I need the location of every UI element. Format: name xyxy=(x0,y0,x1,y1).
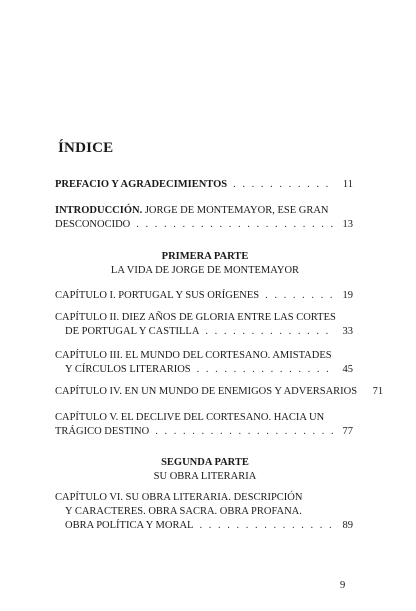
page-title: ÍNDICE xyxy=(58,140,114,156)
leader-dots xyxy=(136,218,333,232)
toc-entry-capitulo-4[interactable] xyxy=(55,385,384,399)
toc-entry-label: PREFACIO Y AGRADECIMIENTOS xyxy=(55,179,228,190)
toc-page-number: 77 xyxy=(342,426,353,437)
toc-entry-label-bold: INTRODUCCIÓN. xyxy=(55,205,143,216)
toc-entry-label: CAPÍTULO I. PORTUGAL Y SUS ORÍGENES xyxy=(55,290,260,301)
toc-entry-capitulo-1[interactable] xyxy=(55,289,353,303)
toc-page-number: 45 xyxy=(342,364,353,375)
toc-page-number: 11 xyxy=(342,179,353,190)
toc-entry-introduccion[interactable] xyxy=(55,204,353,232)
toc-entry-capitulo-3[interactable] xyxy=(55,349,353,377)
leader-dots xyxy=(265,289,333,303)
toc-entry-label-line2: Y CARACTERES. OBRA SACRA. OBRA PROFANA. xyxy=(65,506,302,517)
part-subtitle: LA VIDA DE JORGE DE MONTEMAYOR xyxy=(110,265,300,276)
toc-entry-prefacio[interactable] xyxy=(55,178,353,192)
toc-entry-capitulo-6[interactable] xyxy=(55,491,353,533)
toc-entry-capitulo-2[interactable] xyxy=(55,311,353,339)
toc-entry-label: CAPÍTULO IV. EN UN MUNDO DE ENEMIGOS Y ADVERSARIOS xyxy=(55,386,358,397)
folio-page-number: 9 xyxy=(340,580,346,591)
part-subtitle: SU OBRA LITERARIA xyxy=(153,471,257,482)
toc-entry-label-line2: DESCONOCIDO xyxy=(55,219,131,230)
toc-entry-label: CAPÍTULO II. DIEZ AÑOS DE GLORIA ENTRE LAS CORTES xyxy=(55,312,336,323)
leader-dots xyxy=(205,325,333,339)
leader-dots xyxy=(233,178,333,192)
leader-dots xyxy=(155,425,333,439)
toc-entry-label-line2: Y CÍRCULOS LITERARIOS xyxy=(65,364,191,375)
toc-page-number: 13 xyxy=(342,219,353,230)
toc-entry-label: CAPÍTULO VI. SU OBRA LITERARIA. DESCRIPCIÓN xyxy=(55,492,303,503)
part-title: PRIMERA PARTE xyxy=(161,251,249,262)
toc-entry-label-line3: OBRA POLÍTICA Y MORAL xyxy=(65,520,194,531)
part-heading-primera xyxy=(55,250,355,278)
toc-page-number: 33 xyxy=(342,326,353,337)
toc-entry-label: CAPÍTULO V. EL DECLIVE DEL CORTESANO. HACIA UN xyxy=(55,412,325,423)
toc-entry-label: CAPÍTULO III. EL MUNDO DEL CORTESANO. AMISTADES xyxy=(55,350,332,361)
toc-page-number: 89 xyxy=(342,520,353,531)
toc-entry-capitulo-5[interactable] xyxy=(55,411,353,439)
part-heading-segunda xyxy=(55,456,355,484)
part-title: SEGUNDA PARTE xyxy=(161,457,249,468)
leader-dots xyxy=(199,519,333,533)
toc-page-number: 71 xyxy=(372,386,384,397)
toc-page-number: 19 xyxy=(342,290,353,301)
leader-dots xyxy=(197,363,333,377)
toc-entry-label: JORGE DE MONTEMAYOR, ESE GRAN xyxy=(142,205,329,216)
toc-entry-label-line2: TRÁGICO DESTINO xyxy=(55,426,150,437)
toc-entry-label-line2: DE PORTUGAL Y CASTILLA xyxy=(65,326,200,337)
